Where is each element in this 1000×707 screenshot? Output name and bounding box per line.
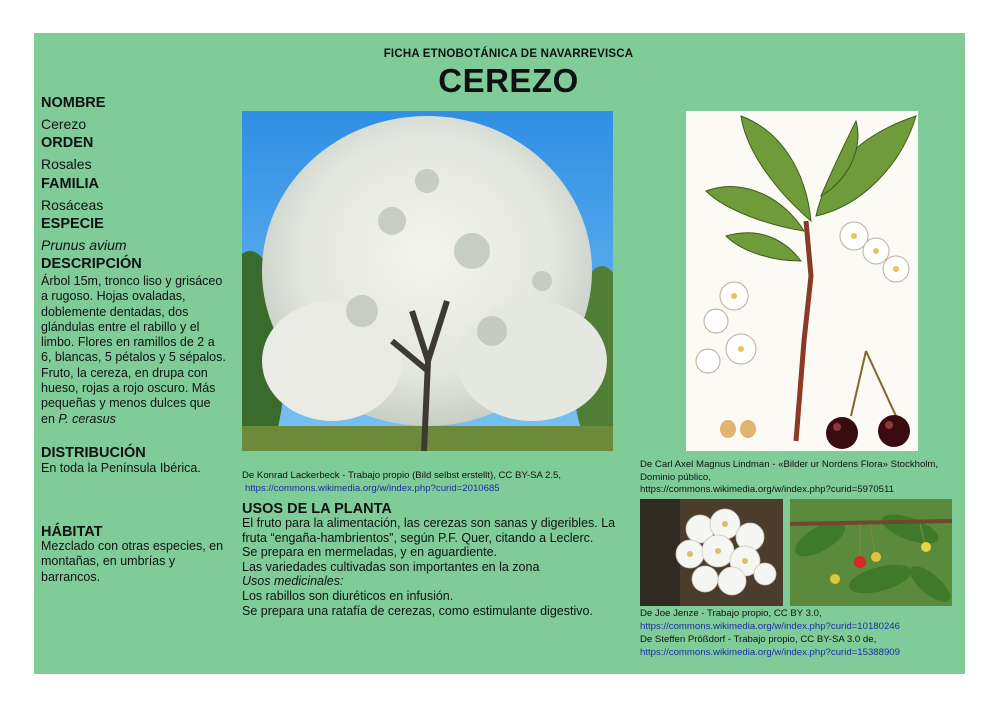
cherry-tree-photo [242, 111, 613, 451]
flowers-credit: De Joe Jenze - Trabajo propio, CC BY 3.0, https://commons.wikimedia.org/w/index.php?curid=10180246 [640, 608, 970, 633]
cherries-credit: De Steffen Prößdorf - Trabajo propio, CC BY-SA 3.0 de, https://commons.wikimedia.org/w/index.php?curid=15388909 [640, 634, 970, 659]
usos-line: El fruto para la alimentación, las cerezas son sanas y digeribles. La [242, 516, 616, 530]
distribucion-label: DISTRIBUCIÓN [41, 445, 146, 461]
usos-line: Se prepara en mermeladas, y en aguardiente. [242, 545, 498, 560]
orden-label: ORDEN [41, 135, 94, 151]
tree-photo-link[interactable]: https://commons.wikimedia.org/w/index.php?curid=2010685 [245, 482, 500, 494]
flowers-link[interactable]: https://commons.wikimedia.org/w/index.php?curid=10180246 [640, 620, 900, 632]
familia-label: FAMILIA [41, 176, 99, 192]
cherries-link[interactable]: https://commons.wikimedia.org/w/index.php?curid=15388909 [640, 646, 900, 658]
usos-line: Las variedades cultivadas son importantes en la zona [242, 559, 540, 574]
ficha-card [34, 33, 965, 674]
cherries-photo [790, 499, 952, 606]
cherry-flowers-photo [640, 499, 783, 606]
supertitle: FICHA ETNOBOTÁNICA DE NAVARREVISCA [383, 48, 634, 60]
usos-text [242, 516, 622, 618]
orden-value: Rosales [41, 156, 92, 172]
botanical-illustration [686, 111, 918, 451]
nombre-value: Cerezo [41, 116, 87, 132]
descripcion-text: Árbol 15m, tronco liso y grisáceo a rugoso. Hojas ovaladas, doblemente dentadas, dos glándulas entre el rabillo y el limbo. Flores en ramillos de 2 a 6, blancas, 5 pétalos y 5 sépalos. Fruto, la cereza, en drupa con hueso, rojas a rojo oscuro. Más pequeñas y menos dulces que en P. cerasus [41, 274, 226, 426]
usos-label: USOS DE LA PLANTA [242, 501, 392, 517]
descripcion-label: DESCRIPCIÓN [41, 256, 142, 272]
medicinal-line: Los rabillos son diuréticos en infusión. [242, 588, 454, 603]
medicinal-label: Usos medicinales: [242, 574, 344, 589]
familia-value: Rosáceas [41, 197, 104, 213]
illustration-credit: De Carl Axel Magnus Lindman - «Bilder ur Nordens Flora» Stockholm, Dominio público, https://commons.wikimedia.org/w/index.php?curid=5970511 [640, 459, 970, 497]
usos-line: fruta “engaña-hambrientos”, según P.F. Quer, citando a Leclerc. [242, 530, 594, 545]
illustration-link[interactable]: https://commons.wikimedia.org/w/index.php?curid=5970511 [640, 484, 894, 495]
habitat-text: Mezclado con otras especies, en montañas, en umbrías y barrancos. [41, 539, 224, 584]
page-title: CEREZO [438, 62, 579, 99]
nombre-label: NOMBRE [41, 95, 106, 111]
habitat-label: HÁBITAT [41, 524, 103, 540]
especie-value: Prunus avium [41, 237, 127, 253]
especie-label: ESPECIE [41, 216, 104, 232]
distribucion-text: En toda la Península Ibérica. [41, 461, 201, 475]
medicinal-line: Se prepara una ratafía de cerezas, como estimulante digestivo. [242, 603, 593, 618]
tree-photo-credit: De Konrad Lackerbeck - Trabajo propio (Bild selbst erstellt), CC BY-SA 2.5, https://commons.wikimedia.org/w/index.php?curid=2010685 [242, 470, 622, 495]
